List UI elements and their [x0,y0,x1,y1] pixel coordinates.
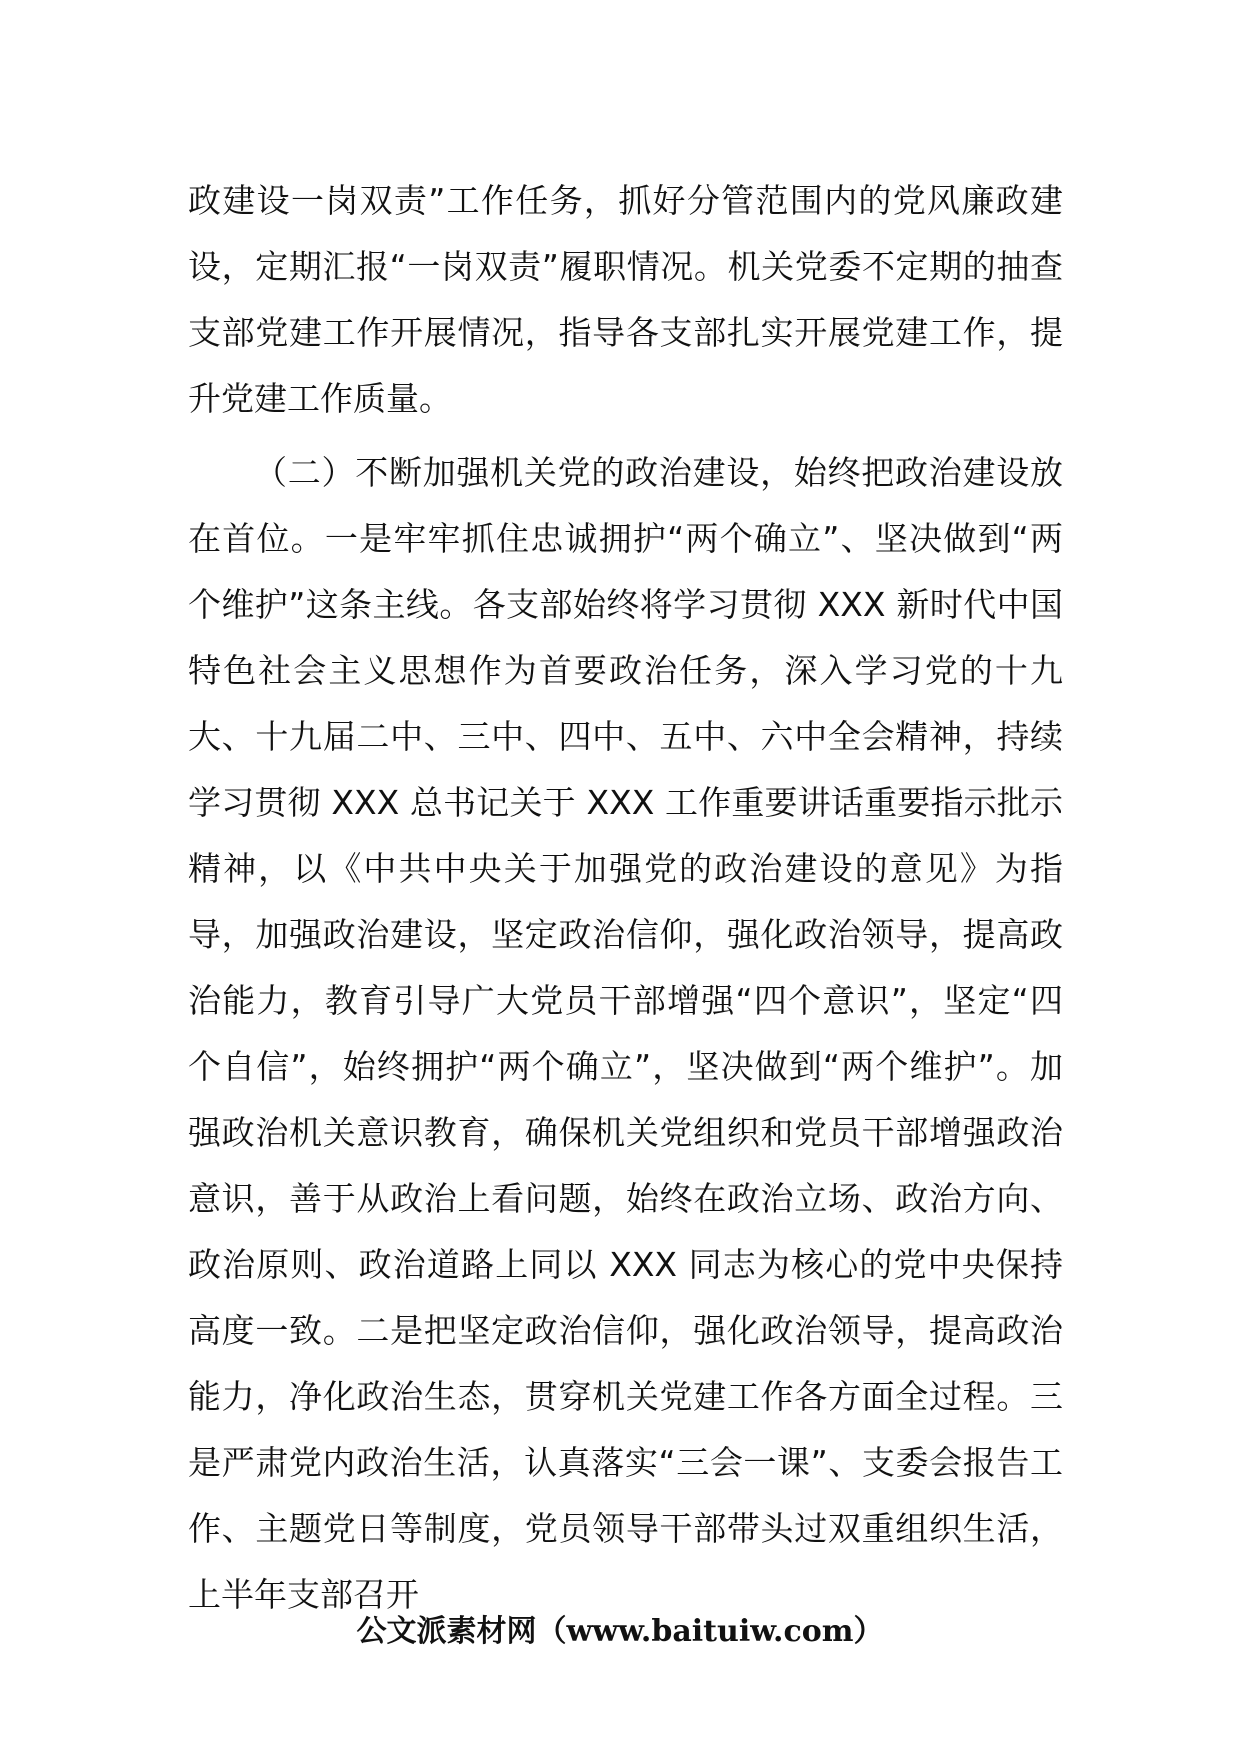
paragraph-section-two: （二）不断加强机关党的政治建设，始终把政治建设放在首位。一是牢牢抓住忠诚拥护“两个确立”、坚决做到“两个维护”这条主线。各支部始终将学习贯彻 XXX 新时代中国特色社会主义思想作为首要政治任务，深入学习党的十九大、十九届二中、三中、四中、五中、六中全会精神，持续学习贯彻 XXX 总书记关于 XXX 工作重要讲话重要指示批示精神，以《中共中央关于加强党的政治建设的意见》为指导，加强政治建设，坚定政治信仰，强化政治领导，提高政治能力，教育引导广大党员干部增强“四个意识”，坚定“四个自信”，始终拥护“两个确立”，坚决做到“两个维护”。加强政治机关意识教育，确保机关党组织和党员干部增强政治意识，善于从政治上看问题，始终在政治立场、政治方向、政治原则、政治道路上同以 XXX 同志为核心的党中央保持高度一致。二是把坚定政治信仰，强化政治领导，提高政治能力，净化政治生态，贯穿机关党建工作各方面全过程。三是严肃党内政治生活，认真落实“三会一课”、支委会报告工作、主题党日等制度，党员领导干部带头过双重组织生活，上半年支部召开 [188,453,1063,1614]
document-body [188,168,1063,1628]
footer-watermark: 公文派素材网（www.baituiw.com） [356,1614,884,1649]
paragraph: 政建设一岗双责”工作任务，抓好分管范围内的党风廉政建设，定期汇报“一岗双责”履职情况。机关党委不定期的抽查支部党建工作开展情况，指导各支部扎实开展党建工作，提升党建工作质量。 [188,181,1063,418]
